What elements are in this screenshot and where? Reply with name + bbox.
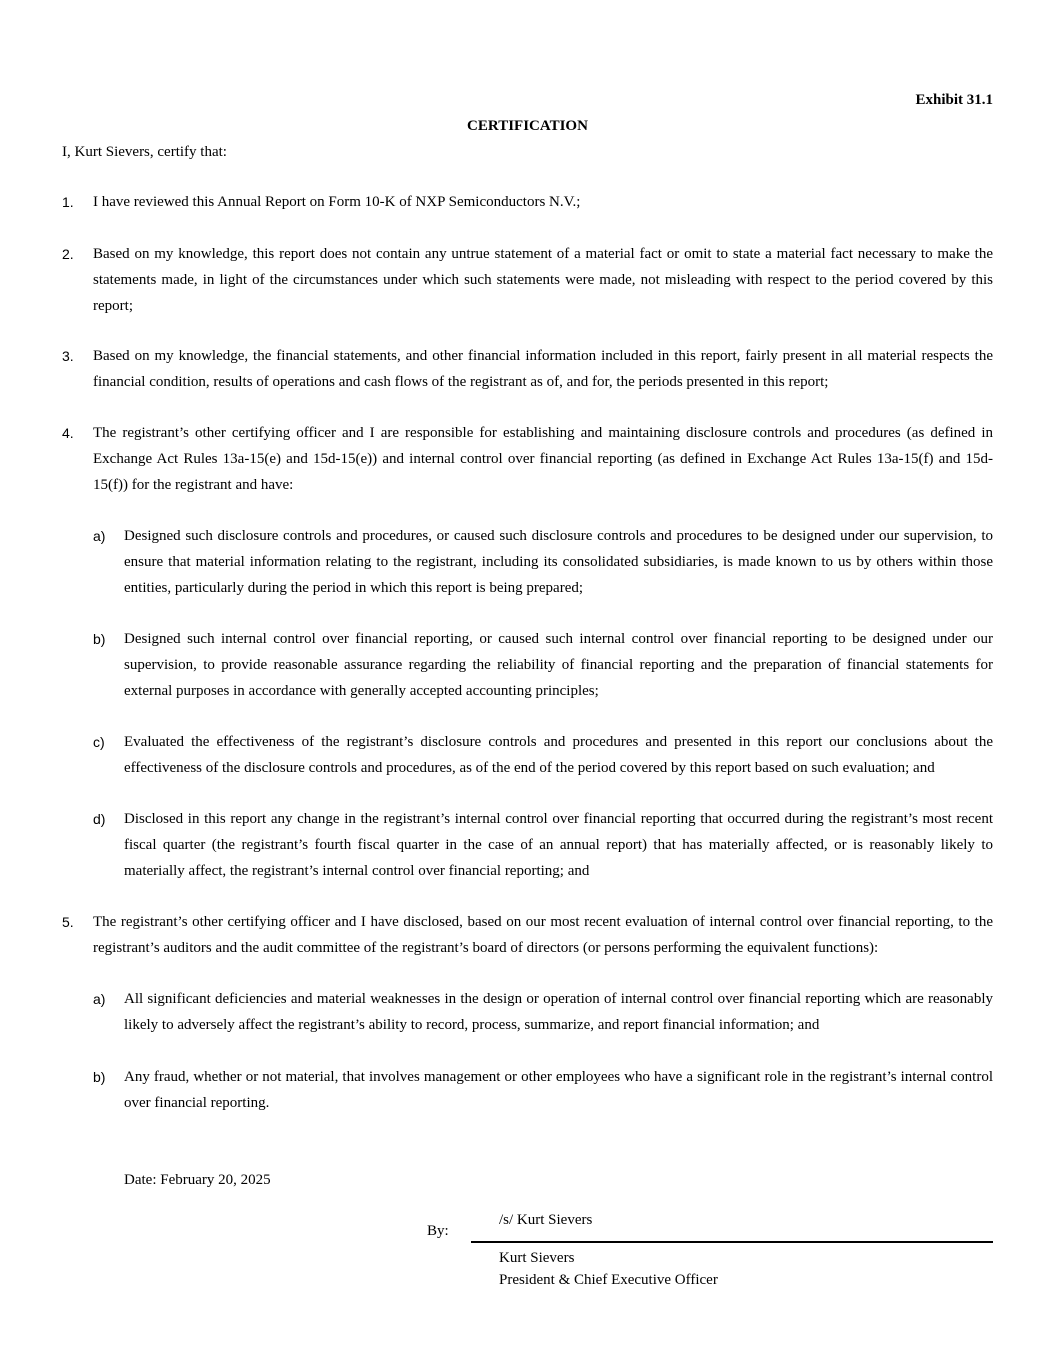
- sub-item-letter: b): [93, 631, 106, 647]
- sub-list-item: [93, 987, 993, 1039]
- list-item: [62, 190, 993, 216]
- sub-list-item: [93, 1065, 993, 1117]
- sub-list-item: [93, 627, 993, 704]
- sub-item-letter: d): [93, 811, 106, 827]
- list-item: [62, 910, 993, 962]
- sub-list-item: [93, 730, 993, 782]
- item-number: 1.: [62, 194, 74, 210]
- item-text: The registrant’s other certifying officer and I are responsible for establishing and maintaining disclosure controls and procedures (as defined in Exchange Act Rules 13a-15(e) and 15d-15(e)) and internal control over financial reporting (as defined in Exchange Act Rules 13a-15(f) and 15d-15(f)) for the registrant and have:: [93, 425, 993, 493]
- sub-item-text: All significant deficiencies and material weaknesses in the design or operation of internal control over financial reporting which are reasonably likely to adversely affect the registrant’s ability to record, process, summarize, and report financial information; and: [124, 991, 993, 1033]
- item-number: 5.: [62, 914, 74, 930]
- sub-item-text: Disclosed in this report any change in the registrant’s internal control over financial reporting that occurred during the registrant’s most recent fiscal quarter (the registrant’s fourth fiscal quarter in the case of an annual report) that has materially affected, or is reasonably likely to materially affect, the registrant’s internal control over financial reporting; and: [124, 811, 993, 879]
- sub-item-text: Evaluated the effectiveness of the registrant’s disclosure controls and procedures and presented in this report our conclusions about the effectiveness of the disclosure controls and procedures, as of the end of the period covered by this report based on such evaluation; and: [124, 734, 993, 776]
- list-item: [62, 344, 993, 396]
- list-item: [62, 421, 993, 498]
- signer-name: Kurt Sievers: [499, 1250, 575, 1266]
- exhibit-label: Exhibit 31.1: [915, 92, 993, 108]
- sub-item-letter: b): [93, 1069, 106, 1085]
- signature-text: /s/ Kurt Sievers: [499, 1212, 593, 1228]
- signature-line: [471, 1241, 993, 1243]
- list-item: [62, 242, 993, 319]
- sub-list-item: [93, 524, 993, 601]
- by-label: By:: [427, 1223, 449, 1239]
- item-text: Based on my knowledge, this report does not contain any untrue statement of a material fact or omit to state a material fact necessary to make the statements made, in light of the circumstances under which such statements were made, not misleading with respect to the period covered by this report;: [93, 246, 993, 314]
- item-text: Based on my knowledge, the financial statements, and other financial information included in this report, fairly present in all material respects the financial condition, results of operations and cash flows of the registrant as of, and for, the periods presented in this report;: [93, 348, 993, 390]
- sub-item-text: Designed such internal control over financial reporting, or caused such internal control over financial reporting to be designed under our supervision, to provide reasonable assurance regarding the reliability of financial reporting and the preparation of financial statements for external purposes in accordance with generally accepted accounting principles;: [124, 631, 993, 699]
- signature-date: Date: February 20, 2025: [124, 1172, 271, 1188]
- item-number: 2.: [62, 246, 74, 262]
- sub-item-letter: a): [93, 528, 106, 544]
- item-number: 3.: [62, 348, 74, 364]
- sub-list-item: [93, 807, 993, 884]
- intro-statement: I, Kurt Sievers, certify that:: [62, 144, 227, 160]
- item-text: I have reviewed this Annual Report on Form 10-K of NXP Semiconductors N.V.;: [93, 194, 581, 210]
- signer-title: President & Chief Executive Officer: [499, 1272, 718, 1288]
- page-title: CERTIFICATION: [467, 118, 588, 134]
- item-text: The registrant’s other certifying officer and I have disclosed, based on our most recent evaluation of internal control over financial reporting, to the registrant’s auditors and the audit committee of the registrant’s board of directors (or persons performing the equivalent functions):: [93, 914, 993, 956]
- sub-item-letter: a): [93, 991, 106, 1007]
- sub-item-text: Designed such disclosure controls and procedures, or caused such disclosure controls and procedures to be designed under our supervision, to ensure that material information relating to the registrant, including its consolidated subsidiaries, is made known to us by others within those entities, particularly during the period in which this report is being prepared;: [124, 528, 993, 596]
- sub-item-text: Any fraud, whether or not material, that involves management or other employees who have a significant role in the registrant’s internal control over financial reporting.: [124, 1069, 993, 1111]
- item-number: 4.: [62, 425, 74, 441]
- sub-item-letter: c): [93, 734, 105, 750]
